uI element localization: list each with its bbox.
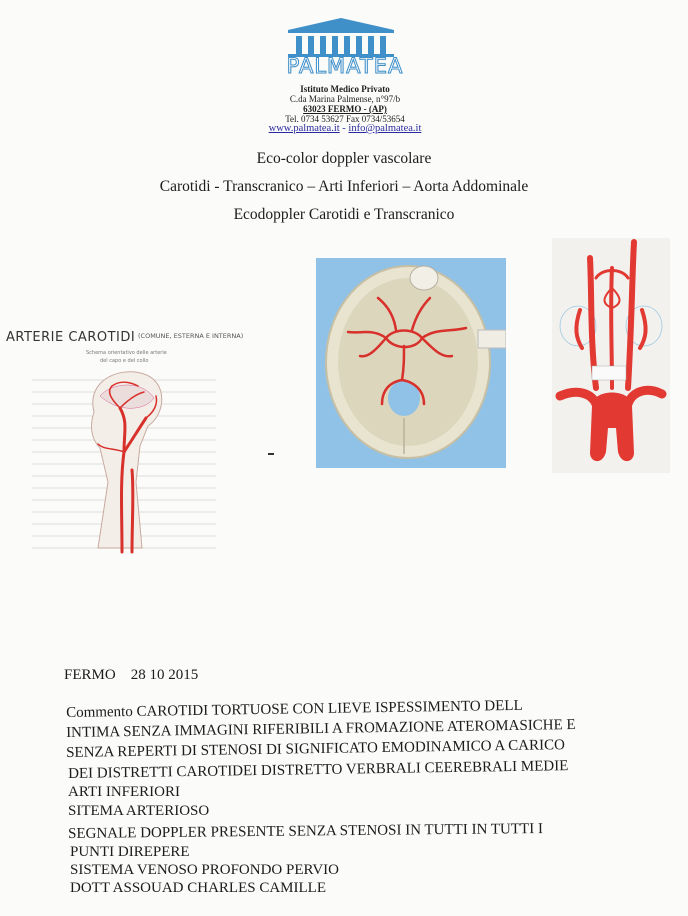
report-line: DEI DISTRETTI CAROTIDEI DISTRETTO VERBRALI CEEREBRALI MEDIE xyxy=(68,758,569,782)
report-line: SEGNALE DOPPLER PRESENTE SENZA STENOSI IN TUTTI IN TUTTI I xyxy=(68,821,543,842)
report-line: SENZA REPERTI DI STENOSI DI SIGNIFICATO EMODINAMICO A CARICO xyxy=(66,737,566,761)
carotid-caption-line-2: del capo e del collo xyxy=(100,358,149,364)
palmatea-wordmark: PALMATEA xyxy=(286,54,404,78)
city-address: 63023 FERMO - (AP) xyxy=(303,104,387,114)
report-line: PUNTI DIREPERE xyxy=(70,844,190,860)
service-heading: Eco-color doppler vascolare xyxy=(256,150,432,167)
report-line: Commento CAROTIDI TORTUOSE CON LIEVE ISPESSIMENTO DELL xyxy=(66,697,523,721)
link-separator: - xyxy=(342,123,346,134)
report-line: INTIMA SENZA IMMAGINI RIFERIBILI A FROMAZIONE ATEROMASICHE E xyxy=(66,716,576,741)
separator-dash xyxy=(268,453,274,455)
institute-name: Istituto Medico Privato xyxy=(300,84,390,94)
email-link[interactable]: info@palmatea.it xyxy=(348,123,422,134)
street-address: C.da Marina Palmense, n°97/b xyxy=(289,94,401,104)
report-place-date xyxy=(64,667,198,684)
website-link[interactable]: www.palmatea.it xyxy=(268,123,340,134)
report-line: DOTT ASSOUAD CHARLES CAMILLE xyxy=(70,880,326,896)
areas-heading: Carotidi - Transcranico – Arti Inferiori – Aorta Addominale xyxy=(159,178,529,195)
skull-base-circle-of-willis xyxy=(316,258,506,468)
carotid-figure-subtitle: (COMUNE, ESTERNA E INTERNA) xyxy=(138,332,244,340)
web-links xyxy=(210,123,480,134)
report-place: FERMO xyxy=(64,667,116,683)
carotid-neck-diagram xyxy=(28,352,228,557)
report-line: SISTEMA VENOSO PROFONDO PERVIO xyxy=(70,862,339,878)
aortic-arch-diagram xyxy=(552,238,670,473)
report-line: SITEMA ARTERIOSO xyxy=(68,803,210,819)
report-date: 28 10 2015 xyxy=(130,667,199,683)
phone-fax: Tel. 0734 53627 Fax 0734/53654 xyxy=(285,114,405,124)
report-line: ARTI INFERIORI xyxy=(68,784,181,800)
exam-heading: Ecodoppler Carotidi e Transcranico xyxy=(233,206,455,223)
carotid-caption-line-1: Schema orientativo delle arterie xyxy=(86,350,167,356)
carotid-figure-title: ARTERIE CAROTIDI xyxy=(6,330,136,345)
